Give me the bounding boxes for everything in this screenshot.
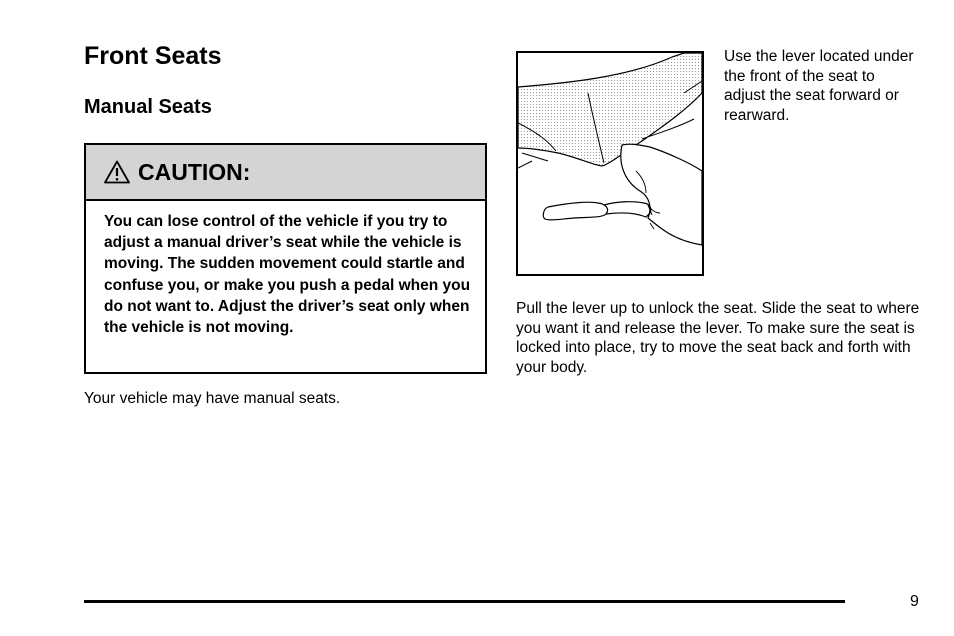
intro-paragraph: Your vehicle may have manual seats. [84, 390, 341, 407]
footer-rule [84, 600, 845, 603]
caution-text: You can lose control of the vehicle if you try to adjust a manual driver’s seat while the vehicle is moving. The sudden movement could startle and confuse you, or make you push a pedal when you do not want to. Adjust the driver’s seat only when the vehicle is not moving. [104, 213, 471, 337]
warning-triangle-icon [104, 160, 130, 184]
caution-title: CAUTION: [138, 158, 251, 185]
figure-caption: Use the lever located under the front of the seat to adjust the seat forward or rearward. [724, 48, 914, 124]
caution-header [86, 145, 485, 201]
section-heading: Manual Seats [84, 96, 212, 118]
seat-lever-figure [516, 51, 704, 276]
instructions-paragraph: Pull the lever up to unlock the seat. Slide the seat to where you want it and release the lever. To make sure the seat is locked into place, try to move the seat back and forth with your body. [516, 300, 920, 376]
page-number: 9 [910, 593, 919, 610]
page-title: Front Seats [84, 42, 222, 70]
seat-adjust-lever-illustration [518, 53, 702, 274]
caution-box [84, 143, 487, 374]
